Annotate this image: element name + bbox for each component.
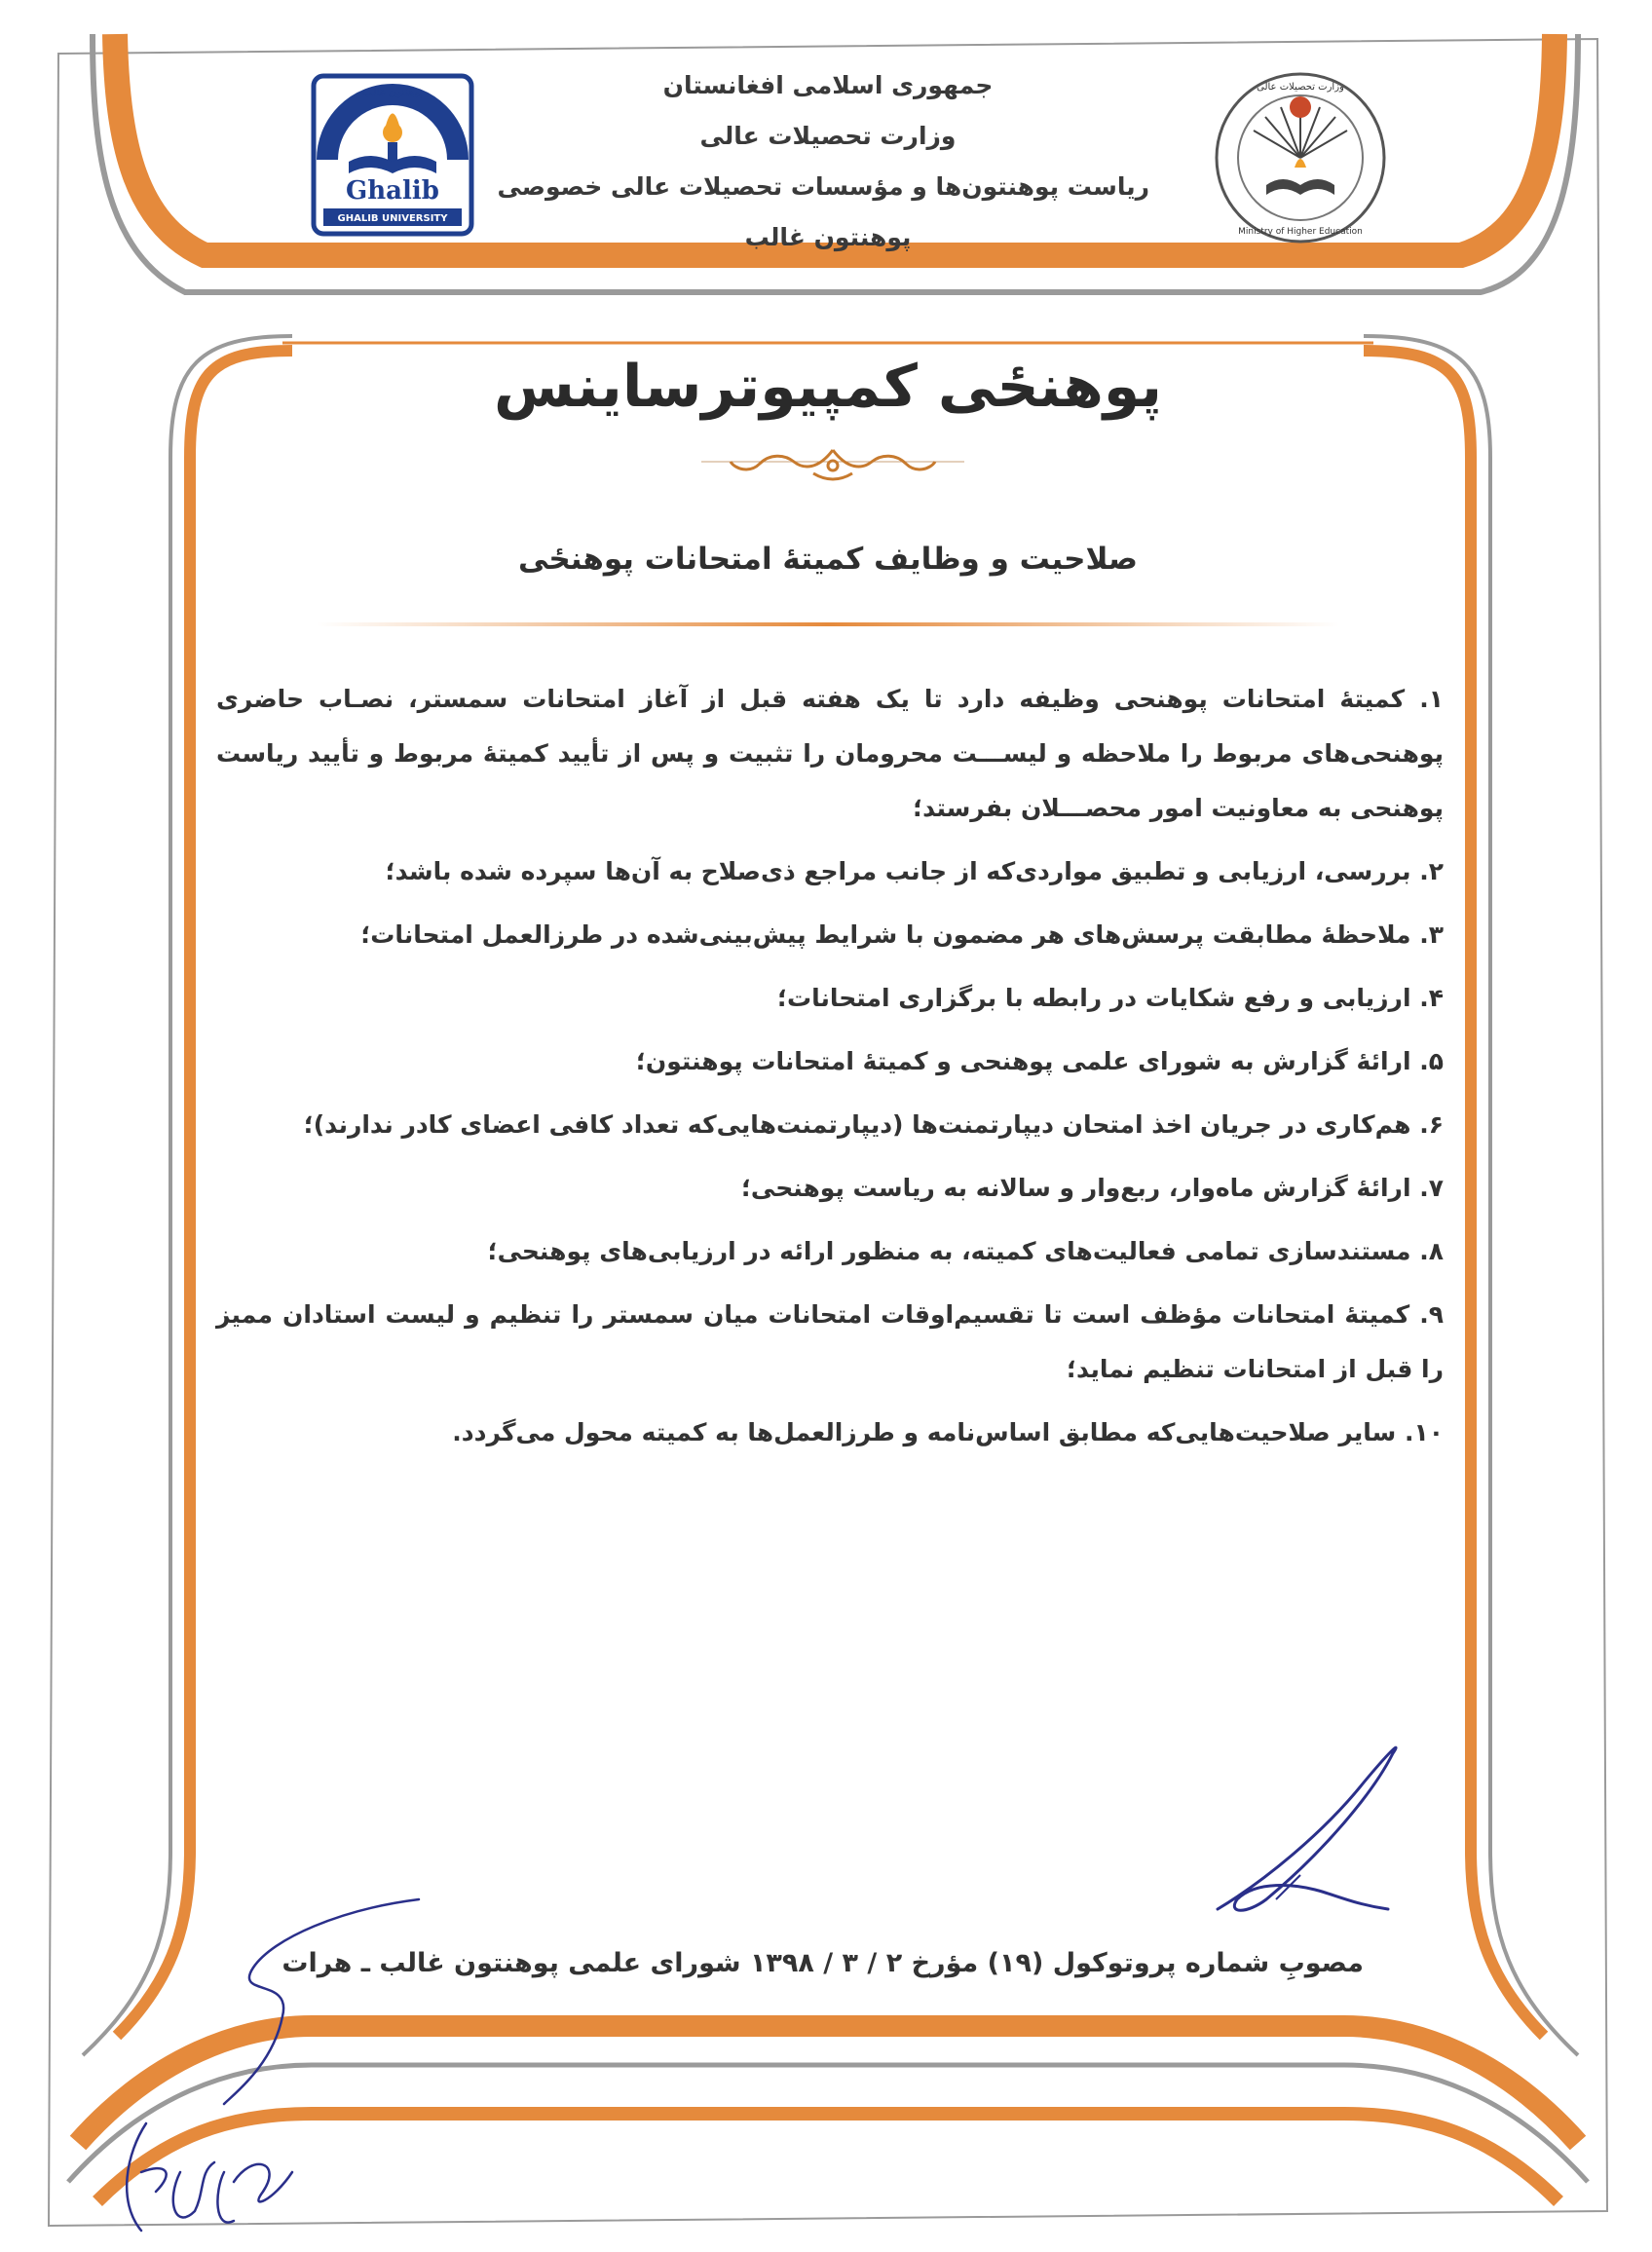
header-line-university: پوهنتون غالب [744, 223, 912, 251]
list-item: ۷. ارائهٔ گزارش ماه‌وار، ربع‌وار و سالانه به ریاست پوهنحی؛ [740, 1174, 1444, 1202]
list-item: ۱. کمیتهٔ امتحانات پوهنحی وظیفه دارد تا یک هفته قبل از آغاز امتحانات سمستر، نصـاب حاضری پوهنحی‌های مربوط را ملاحظه و لیســـت محرومان را تثبیت و پس از تأیید کمیتهٔ مربوط و تأیید ریاست پوهنحی به معاونیت امور محصـــلان بفرستد؛ [216, 685, 1444, 822]
list-item: ۲. بررسی، ارزیابی و تطبیق مواردی‌که از جانب مراجع ذی‌صلاح به آن‌ها سپرده شده باشد؛ [385, 857, 1444, 885]
approval-footer: مصوبِ شماره پروتوکول (۱۹) مؤرخ ۲ / ۳ / ۱۳۹۸ شورای علمی پوهنتون غالب ـ هرات [282, 1948, 1364, 1978]
ghalib-logo-caption: GHALIB UNIVERSITY [337, 213, 448, 224]
list-item: ۸. مستندسازی تمامی فعالیت‌های کمیته، به منظور ارائه در ارزیابی‌های پوهنحی؛ [487, 1237, 1444, 1265]
signature-right [1208, 1714, 1422, 1938]
faculty-title: پوهنځی کمپیوترساینس [493, 353, 1162, 421]
committee-subtitle: صلاحیت و وظایف کمیتهٔ امتحانات پوهنځی [518, 542, 1138, 577]
list-item: ۴. ارزیابی و رفع شکایات در رابطه با برگزاری امتحانات؛ [776, 984, 1444, 1012]
ghalib-university-logo [310, 72, 475, 238]
list-item: ۵. ارائهٔ گزارش به شورای علمی پوهنحی و کمیتهٔ امتحانات پوهنتون؛ [635, 1047, 1444, 1075]
list-item: ۳. ملاحظهٔ مطابقت پرسش‌های هر مضمون با شرایط پیش‌بینی‌شده در طرزالعمل امتحانات؛ [360, 920, 1444, 949]
header-line-directorate: ریاست پوهنتون‌ها و مؤسسات تحصیلات عالی خصوصی [497, 172, 1149, 201]
ghalib-logo-arc-text: پوهنتون غالب [362, 86, 423, 98]
list-item: ۹. کمیتهٔ امتحانات مؤظف است تا تقسیم‌اوقات امتحانات میان سمستر را تنظیم و لیست استادان ممیز را قبل از امتحانات تنظیم نماید؛ [216, 1300, 1444, 1383]
ornament-divider [701, 440, 964, 489]
list-item: ۶. هم‌کاری در جریان اخذ امتحان دیپارتمنت‌ها (دیپارتمنت‌هایی‌که تعداد کافی اعضای کادر ندارند)؛ [303, 1110, 1444, 1139]
ministry-seal-logo [1213, 70, 1388, 245]
ministry-seal-arc-text: وزارت تحصیلات عالی [1257, 82, 1344, 93]
duties-list [216, 672, 1444, 1469]
ghalib-logo-name: Ghalib [346, 176, 439, 206]
header-block [497, 60, 1149, 263]
header-line-country: جمهوری اسلامی افغانستان [662, 71, 994, 99]
subtitle-underline [317, 619, 1339, 629]
signature-left [88, 1880, 438, 2250]
ministry-seal-caption: Ministry of Higher Education [1238, 227, 1363, 237]
list-item: ۱۰. سایر صلاحیت‌هایی‌که مطابق اساس‌نامه و طرزالعمل‌ها به کمیته محول می‌گردد. [452, 1418, 1444, 1446]
header-line-ministry: وزارت تحصیلات عالی [699, 122, 957, 150]
